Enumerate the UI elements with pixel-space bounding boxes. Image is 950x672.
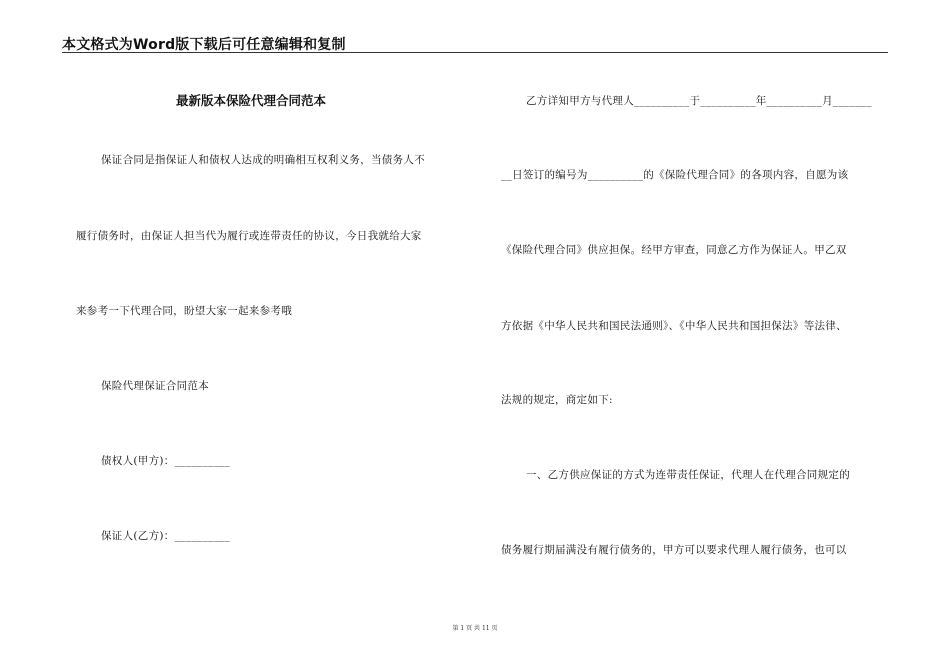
right-line-4: 方依据《中华人民共和国民法通则》、《中华人民共和国担保法》等法律、 [501,320,847,332]
left-line-6: 保证人(乙方)：__________ [101,530,231,542]
left-line-2: 履行债务时，由保证人担当代为履行或连带责任的协议，今日我就给大家 [76,230,422,242]
left-line-1: 保证合同是指保证人和债权人达成的明确相互权利义务，当债务人不 [101,154,425,166]
left-line-4: 保险代理保证合同范本 [101,380,209,392]
right-line-7: 债务履行期届满没有履行债务的，甲方可以要求代理人履行债务，也可以 [501,544,847,556]
header-banner: 本文格式为Word版下载后可任意编辑和复制 [62,37,346,53]
left-line-5: 债权人(甲方)：__________ [101,455,231,467]
right-line-5: 法规的规定，商定如下: [501,394,613,406]
right-line-3: 《保险代理合同》供应担保。经甲方审查，同意乙方作为保证人。甲乙双 [501,244,847,256]
left-line-3: 来参考一下代理合同，盼望大家一起来参考哦 [76,305,292,317]
page-footer: 第 1 页 共 11 页 [452,625,498,632]
right-line-1: 乙方详知甲方与代理人__________于__________年__________月_______ [526,95,872,107]
header-divider [62,52,888,53]
document-title: 最新版本保险代理合同范本 [176,93,327,108]
right-line-6: 一、乙方供应保证的方式为连带责任保证，代理人在代理合同规定的 [526,469,850,481]
right-line-2: __日签订的编号为__________的《保险代理合同》的各项内容，自愿为该 [501,169,849,181]
